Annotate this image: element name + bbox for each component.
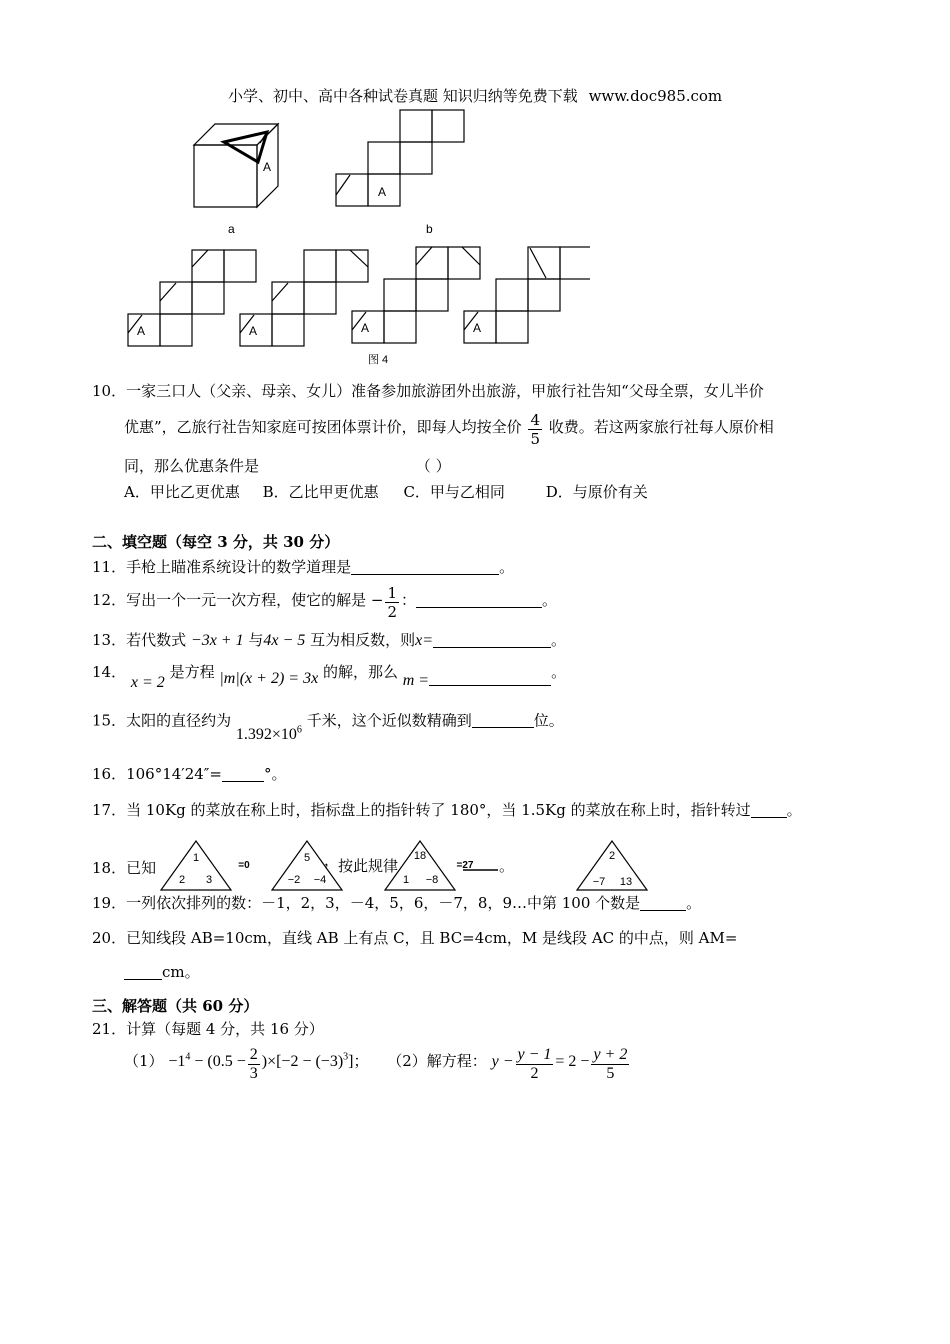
net-option-3 xyxy=(352,247,480,343)
net-b xyxy=(336,110,464,206)
answer-blank[interactable] xyxy=(416,591,542,608)
header-text: 小学、初中、高中各种试卷真题 知识归纳等免费下载 xyxy=(228,87,578,105)
option-d: D．与原价有关 xyxy=(545,483,648,501)
option-a: A．甲比乙更优惠 xyxy=(124,483,240,501)
q18-end: 。 xyxy=(499,858,515,875)
net2-face-label: A xyxy=(249,324,258,338)
net3-face-label: A xyxy=(361,321,370,335)
q13: 13．若代数式 −3x + 1 与4x − 5 互为相反数，则x= 。 xyxy=(92,631,567,649)
answer-blank[interactable] xyxy=(222,765,264,782)
q10-line3: 同，那么优惠条件是 （ ） xyxy=(124,457,451,475)
option-c: C．甲与乙相同 xyxy=(403,483,505,501)
tri3-result: =27 xyxy=(456,860,474,871)
net-b-face-label: A xyxy=(378,185,387,199)
section2-title: 二、填空题（每空 3 分，共 30 分） xyxy=(92,533,340,551)
net4-face-label: A xyxy=(473,321,482,335)
q16: 16．106°14′24″= °。 xyxy=(92,765,287,783)
answer-blank[interactable] xyxy=(429,669,551,686)
tri1-left: 2 xyxy=(178,874,186,886)
tri4-right: 13 xyxy=(619,876,633,888)
tri3-left: 1 xyxy=(402,874,410,886)
q17: 17．当 10Kg 的菜放在称上时，指标盘上的指针转了 180°，当 1.5Kg 的菜放在称上时，指针转过 。 xyxy=(92,801,802,819)
answer-blank[interactable] xyxy=(433,631,551,648)
tri1-result: =0 xyxy=(238,860,250,871)
section3-title: 三、解答题（共 60 分） xyxy=(92,997,259,1015)
q12: 12．写出一个一元一次方程，使它的解是 − $\frac{1}{2}$ ： 。 xyxy=(92,584,558,621)
q11: 11．手枪上瞄准系统设计的数学道理是 。 xyxy=(92,558,515,576)
q20-line1: 20．已知线段 AB=10cm，直线 AB 上有点 C，且 BC=4cm，M 是线段 AC 的中点，则 AM= xyxy=(92,929,738,947)
tri4-left: −7 xyxy=(592,876,606,888)
answer-blank[interactable] xyxy=(640,894,686,911)
q18-triangles xyxy=(158,838,668,894)
tri1-right: 3 xyxy=(205,874,213,886)
q15: 15．太阳的直径约为 $1.392\times 10^6$ 千米，这个近似数精确到 位。 xyxy=(92,711,564,744)
net-option-4 xyxy=(464,247,590,343)
q18-prefix: 18．已知 xyxy=(92,859,157,877)
tri1-top: 1 xyxy=(192,852,200,864)
q19: 19．一列依次排列的数：－1，2，3，－4，5，6，－7，8，9…中第 100 个数是 。 xyxy=(92,894,702,912)
q21-title: 21．计算（每题 4 分，共 16 分） xyxy=(92,1020,324,1038)
page-header xyxy=(228,86,722,106)
header-url: www.doc985.com xyxy=(588,87,723,105)
tri2-right: −4 xyxy=(313,874,327,886)
net-option-1 xyxy=(128,250,256,346)
tri4-top: 2 xyxy=(608,850,616,862)
answer-blank[interactable] xyxy=(751,801,787,818)
answer-blank[interactable] xyxy=(351,558,499,575)
tri2-left: −2 xyxy=(287,874,301,886)
answer-blank[interactable] xyxy=(472,711,534,728)
q10-line1: 10．一家三口人（父亲、母亲、女儿）准备参加旅游团外出旅游，甲旅行社告知“父母全票，女儿半价 xyxy=(92,382,764,400)
cube-net-figure xyxy=(120,105,590,370)
cube-face-label: A xyxy=(263,160,272,174)
figure-label-b: b xyxy=(426,222,433,236)
q10-options xyxy=(124,482,648,502)
q18-comma: ， xyxy=(324,852,340,869)
q20-line2: cm。 xyxy=(124,962,200,982)
q10-line2: 优惠”，乙旅行社告知家庭可按团体票计价，即每人均按全价 $\frac{4}{5}$ 收费。若这两家旅行社每人原价相 xyxy=(124,411,774,448)
answer-blank[interactable] xyxy=(124,963,162,980)
q14: 14． x = 2 是方程 |m|(x + 2) = 3x 的解，那么 m = 。 xyxy=(92,663,567,691)
figure-caption: 图 4 xyxy=(368,354,389,366)
tri2-top: 5 xyxy=(303,852,311,864)
option-b: B．乙比甲更优惠 xyxy=(262,483,379,501)
figure-label-a: a xyxy=(228,222,235,236)
net-option-2 xyxy=(240,250,368,346)
tri3-right: −8 xyxy=(425,874,439,886)
q18-text2: 按此规律 xyxy=(338,858,399,875)
tri3-top: 18 xyxy=(413,850,427,862)
q21-problems: $(1) -1^4 - (0.5$ − $\frac{2}{3}$ )$\times[-2 - (-3)^3]$； （2）解方程： y − $\frac{y - 1}{2}$ = 2 − $\frac{y + 2}{5}$ xyxy=(124,1046,628,1082)
net1-face-label: A xyxy=(137,324,146,338)
